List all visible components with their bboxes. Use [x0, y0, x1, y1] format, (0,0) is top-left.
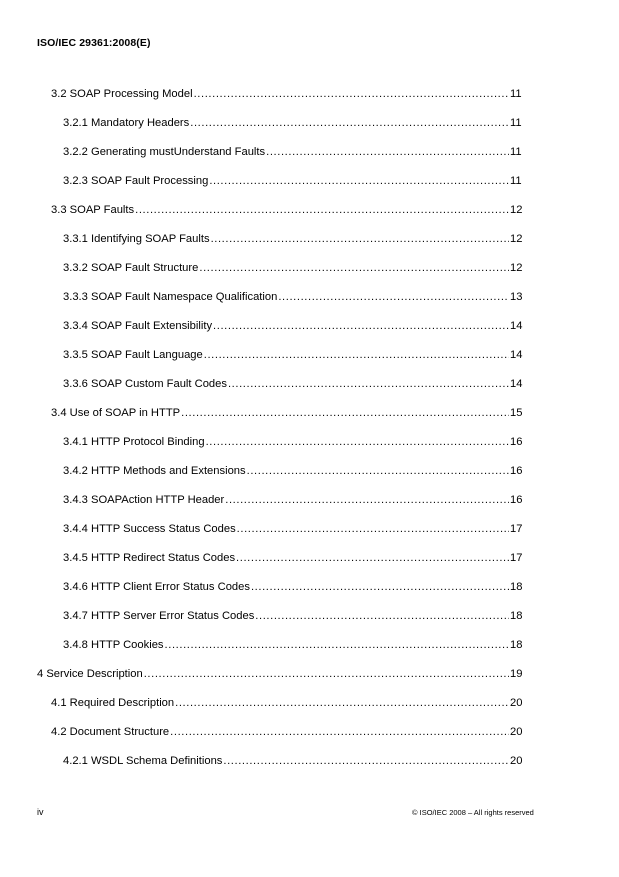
toc-entry — [0, 550, 619, 579]
toc-entry — [0, 347, 619, 376]
toc-entry-title: 3.3.6 SOAP Custom Fault Codes — [63, 378, 227, 390]
toc-entry-title: 3.2.1 Mandatory Headers — [63, 117, 190, 129]
toc-entry — [0, 608, 619, 637]
toc-entry-page: 18 — [510, 610, 523, 622]
toc-entry — [0, 463, 619, 492]
toc-entry-title: 4.1 Required Description — [51, 697, 175, 709]
dot-leader — [175, 695, 509, 711]
dot-leader — [209, 173, 509, 189]
toc-entry-page: 12 — [510, 262, 523, 274]
toc-entry-page: 17 — [510, 523, 523, 535]
dot-leader — [190, 115, 509, 131]
dot-leader — [170, 724, 509, 740]
copyright-notice: © ISO/IEC 2008 – All rights reserved — [412, 808, 534, 817]
dot-leader — [225, 492, 509, 508]
toc-entry-title: 3.3.3 SOAP Fault Namespace Qualification — [63, 291, 278, 303]
toc-entry-page: 11 — [510, 175, 522, 187]
toc-entry — [0, 318, 619, 347]
dot-leader — [251, 579, 509, 595]
toc-entry-page: 18 — [510, 581, 523, 593]
toc-entry-page: 12 — [510, 204, 523, 216]
toc-entry — [0, 405, 619, 434]
toc-entry — [0, 115, 619, 144]
dot-leader — [204, 347, 509, 363]
toc-entry-page: 11 — [510, 146, 522, 158]
toc-entry-page: 11 — [510, 88, 522, 100]
toc-entry-page: 20 — [510, 726, 523, 738]
dot-leader — [223, 753, 509, 769]
toc-entry-page: 14 — [510, 320, 523, 332]
dot-leader — [135, 202, 509, 218]
dot-leader — [206, 434, 509, 450]
toc-entry-title: 3.4.5 HTTP Redirect Status Codes — [63, 552, 236, 564]
toc-entry-page: 16 — [510, 465, 523, 477]
toc-entry-page: 19 — [510, 668, 523, 680]
toc-entry-title: 3.2.2 Generating mustUnderstand Faults — [63, 146, 266, 158]
toc-entry-page: 16 — [510, 436, 523, 448]
dot-leader — [194, 86, 509, 102]
toc-entry-page: 11 — [510, 117, 522, 129]
toc-entry — [0, 521, 619, 550]
toc-entry — [0, 376, 619, 405]
toc-entry-title: 3.4.2 HTTP Methods and Extensions — [63, 465, 246, 477]
toc-entry-title: 3.4.4 HTTP Success Status Codes — [63, 523, 236, 535]
dot-leader — [165, 637, 509, 653]
document-header: ISO/IEC 29361:2008(E) — [37, 37, 151, 49]
toc-entry-page: 15 — [510, 407, 523, 419]
toc-entry — [0, 666, 619, 695]
toc-entry-title: 4 Service Description — [37, 668, 143, 680]
toc-entry — [0, 202, 619, 231]
dot-leader — [278, 289, 509, 305]
toc-entry-page: 18 — [510, 639, 523, 651]
dot-leader — [266, 144, 509, 160]
toc-entry-title: 3.2.3 SOAP Fault Processing — [63, 175, 209, 187]
toc-entry-title: 3.2 SOAP Processing Model — [51, 88, 193, 100]
toc-entry — [0, 144, 619, 173]
toc-entry-title: 4.2.1 WSDL Schema Definitions — [63, 755, 223, 767]
toc-entry-page: 13 — [510, 291, 523, 303]
toc-entry-title: 3.3 SOAP Faults — [51, 204, 135, 216]
toc-entry-page: 20 — [510, 697, 523, 709]
toc-entry — [0, 637, 619, 666]
toc-entry — [0, 579, 619, 608]
toc-entry-title: 3.4.3 SOAPAction HTTP Header — [63, 494, 225, 506]
toc-entry-title: 3.3.2 SOAP Fault Structure — [63, 262, 199, 274]
toc-entry-title: 3.3.1 Identifying SOAP Faults — [63, 233, 210, 245]
toc-entry-title: 3.4.7 HTTP Server Error Status Codes — [63, 610, 255, 622]
toc-entry — [0, 724, 619, 753]
toc-entry — [0, 173, 619, 202]
toc-entry-title: 3.4.1 HTTP Protocol Binding — [63, 436, 205, 448]
toc-entry-title: 3.3.4 SOAP Fault Extensibility — [63, 320, 213, 332]
dot-leader — [213, 318, 509, 334]
page-number: iv — [37, 807, 44, 817]
dot-leader — [255, 608, 509, 624]
dot-leader — [144, 666, 509, 682]
dot-leader — [236, 550, 509, 566]
toc-entry — [0, 231, 619, 260]
toc-entry — [0, 260, 619, 289]
dot-leader — [228, 376, 509, 392]
toc-entry-page: 16 — [510, 494, 523, 506]
toc-entry-page: 20 — [510, 755, 523, 767]
dot-leader — [247, 463, 509, 479]
dot-leader — [181, 405, 509, 421]
toc-entry — [0, 289, 619, 318]
toc-entry-page: 17 — [510, 552, 523, 564]
dot-leader — [237, 521, 509, 537]
toc-entry-title: 4.2 Document Structure — [51, 726, 170, 738]
toc-entry — [0, 86, 619, 115]
toc-entry-title: 3.3.5 SOAP Fault Language — [63, 349, 203, 361]
toc-entry — [0, 695, 619, 724]
toc-entry — [0, 753, 619, 782]
dot-leader — [199, 260, 509, 276]
toc-entry — [0, 434, 619, 463]
toc-entry — [0, 492, 619, 521]
toc-entry-title: 3.4.8 HTTP Cookies — [63, 639, 164, 651]
dot-leader — [211, 231, 509, 247]
toc-entry-page: 14 — [510, 378, 523, 390]
toc-entry-page: 12 — [510, 233, 523, 245]
toc-entry-title: 3.4.6 HTTP Client Error Status Codes — [63, 581, 250, 593]
table-of-contents — [0, 86, 619, 782]
toc-entry-page: 14 — [510, 349, 523, 361]
toc-entry-title: 3.4 Use of SOAP in HTTP — [51, 407, 181, 419]
